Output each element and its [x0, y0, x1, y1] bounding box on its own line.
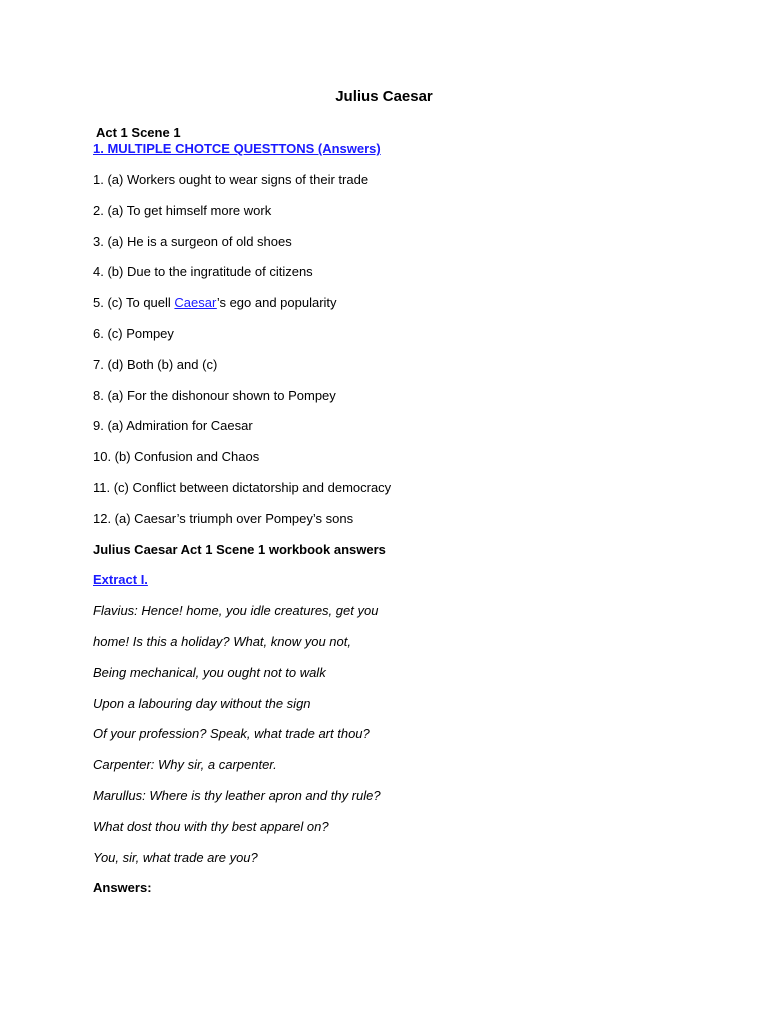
answer-line-8: 8. (a) For the dishonour shown to Pompey	[93, 387, 336, 403]
extract-line-1: Flavius: Hence! home, you idle creatures, get you	[93, 603, 379, 619]
content-lines	[93, 172, 391, 911]
extract-line-4: Upon a labouring day without the sign	[93, 695, 311, 711]
page-title: Julius Caesar	[335, 88, 433, 105]
answer-line-6: 6. (c) Pompey	[93, 325, 174, 341]
answer-line-12: 12. (a) Caesar’s triumph over Pompey’s sons	[93, 510, 354, 526]
answer-5-suffix: ’s ego and popularity	[216, 295, 337, 311]
extract-link[interactable]: Extract I.	[93, 572, 148, 588]
answer-line-11: 11. (c) Conflict between dictatorship and democracy	[93, 479, 392, 495]
extract-line-5: Of your profession? Speak, what trade art thou?	[93, 726, 370, 742]
extract-line-2: home! Is this a holiday? What, know you not,	[93, 633, 351, 649]
answer-line-2: 2. (a) To get himself more work	[93, 202, 272, 218]
extract-line-6: Carpenter: Why sir, a carpenter.	[93, 757, 277, 773]
answer-line-7: 7. (d) Both (b) and (c)	[93, 356, 218, 372]
extract-line-8: What dost thou with thy best apparel on?	[93, 818, 329, 834]
caesar-link[interactable]: Caesar	[174, 295, 217, 311]
answer-line-10: 10. (b) Confusion and Chaos	[93, 449, 260, 465]
answer-line-1: 1. (a) Workers ought to wear signs of their trade	[93, 172, 369, 187]
answer-5-prefix: 5. (c) To quell	[93, 295, 175, 311]
extract-line-7: Marullus: Where is thy leather apron and thy rule?	[93, 787, 381, 803]
scene-subheading: Act 1 Scene 1	[96, 125, 181, 140]
extract-line-3: Being mechanical, you ought not to walk	[93, 664, 326, 680]
extract-line-9: You, sir, what trade are you?	[93, 849, 258, 865]
mcq-answers-link[interactable]: 1. MULTIPLE CHOTCE QUESTTONS (Answers)	[93, 141, 381, 156]
workbook-heading: Julius Caesar Act 1 Scene 1 workbook answers	[93, 541, 386, 557]
answer-line-5	[93, 295, 391, 326]
answer-line-3: 3. (a) He is a surgeon of old shoes	[93, 233, 292, 249]
answer-line-4: 4. (b) Due to the ingratitude of citizens	[93, 264, 313, 280]
answers-heading: Answers:	[93, 880, 152, 896]
answer-line-9: 9. (a) Admiration for Caesar	[93, 418, 253, 434]
extract-link-line	[93, 572, 391, 603]
